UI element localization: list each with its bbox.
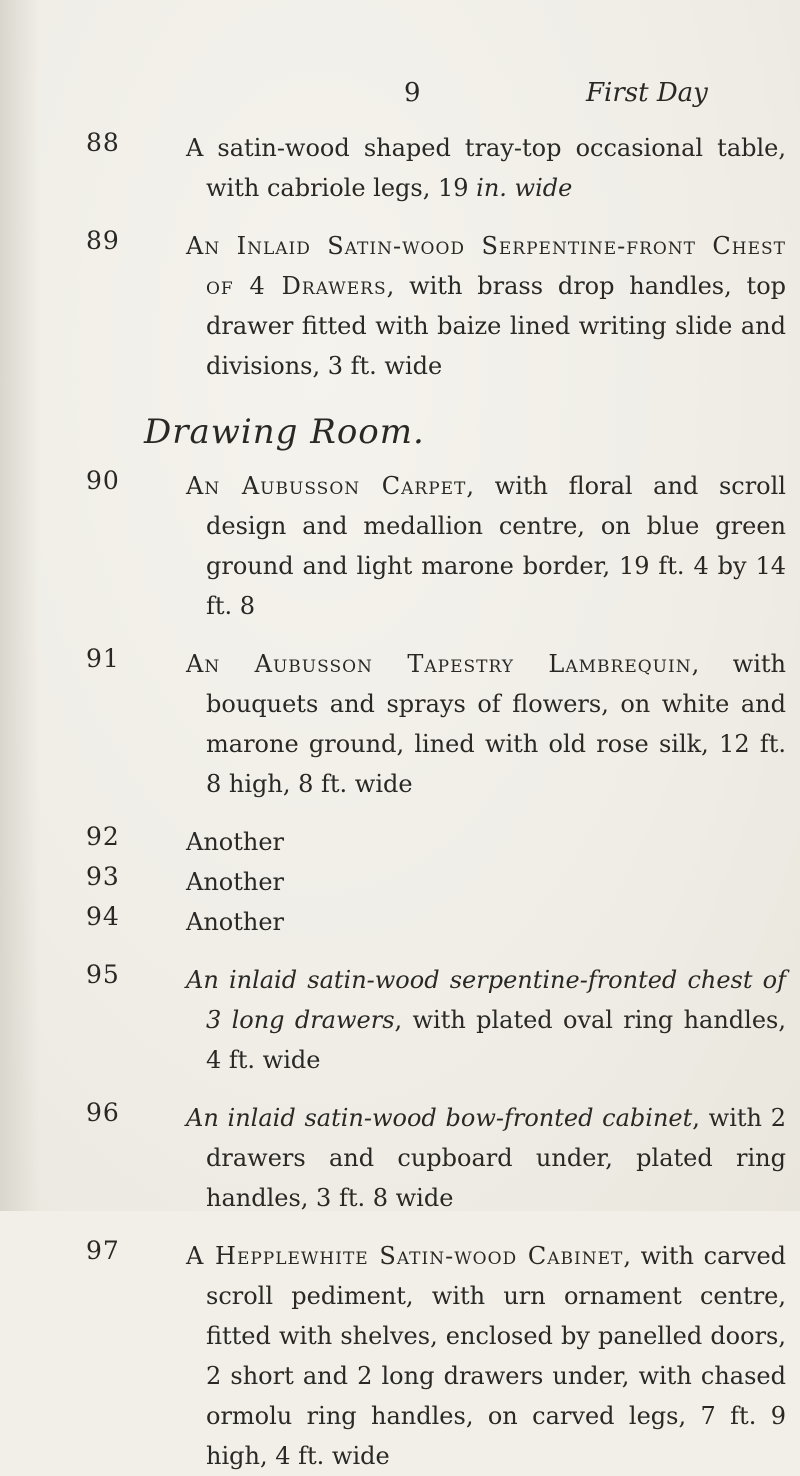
lot-number: 97 bbox=[86, 1236, 120, 1265]
lot-description bbox=[186, 1236, 786, 1476]
lot-lead: An inlaid satin-wood bow-fronted cabinet bbox=[186, 1104, 693, 1132]
lot-description bbox=[186, 902, 766, 942]
lot-number: 91 bbox=[86, 644, 120, 673]
lot-description bbox=[186, 822, 766, 862]
lot-tail: , with floral and scroll design and medallion centre, on blue green ground and light marone border, 19 ft. 4 by 14 ft. 8 bbox=[206, 472, 786, 620]
section-heading: Drawing Room. bbox=[144, 412, 425, 452]
lot-tail: , with bouquets and sprays of flowers, on white and marone ground, lined with old rose silk, 12 ft. 8 high, 8 ft. wide bbox=[206, 650, 786, 798]
lot-tail: , with brass drop handles, top drawer fitted with baize lined writing slide and divisions, 3 ft. wide bbox=[206, 272, 787, 380]
lot-lead: Another bbox=[186, 828, 285, 856]
lot-number: 95 bbox=[86, 960, 120, 989]
lot-lead: An Aubusson Tapestry Lambrequin bbox=[186, 650, 692, 678]
lot-lead: An Aubusson Carpet bbox=[186, 472, 467, 500]
lot-description bbox=[186, 466, 786, 626]
lot-description bbox=[186, 128, 786, 208]
lot-description bbox=[186, 644, 786, 804]
lot-number: 89 bbox=[86, 226, 120, 255]
lot-lead: A satin-wood shaped tray-top occasional table, with cabriole legs, 19 bbox=[186, 134, 786, 202]
lot-description bbox=[186, 226, 786, 386]
lot-lead: A Hepplewhite Satin-wood Cabinet bbox=[186, 1242, 624, 1270]
lot-lead: An inlaid satin-wood serpentine-fronted chest of 3 long drawers bbox=[186, 966, 786, 1034]
lot-number: 92 bbox=[86, 822, 120, 851]
lot-tail: , with 2 drawers and cupboard under, plated ring handles, 3 ft. 8 wide bbox=[206, 1104, 786, 1212]
page-number: 9 bbox=[404, 78, 421, 108]
page-header bbox=[0, 78, 800, 118]
lot-number: 88 bbox=[86, 128, 120, 157]
lot-tail: , with carved scroll pediment, with urn ornament centre, fitted with shelves, enclosed by panelled doors, 2 short and 2 long drawers under, with chased ormolu ring handles, on carved legs, 7 ft. 9 high, 4 ft. wide bbox=[206, 1242, 787, 1470]
lot-description bbox=[186, 960, 786, 1080]
lot-description bbox=[186, 1098, 786, 1218]
lot-tail: in. wide bbox=[476, 174, 573, 202]
lot-number: 94 bbox=[86, 902, 120, 931]
lot-number: 93 bbox=[86, 862, 120, 891]
lot-description bbox=[186, 862, 766, 902]
page-gutter-shadow bbox=[0, 0, 40, 1211]
lot-number: 96 bbox=[86, 1098, 120, 1127]
lot-lead: Another bbox=[186, 908, 285, 936]
lot-tail: , with plated oval ring handles, 4 ft. wide bbox=[206, 1006, 786, 1074]
lot-lead: Another bbox=[186, 868, 285, 896]
lot-lead: An Inlaid Satin-wood Serpentine-front Chest of 4 Drawers bbox=[186, 232, 786, 300]
lot-number: 90 bbox=[86, 466, 120, 495]
running-head: First Day bbox=[586, 78, 708, 108]
